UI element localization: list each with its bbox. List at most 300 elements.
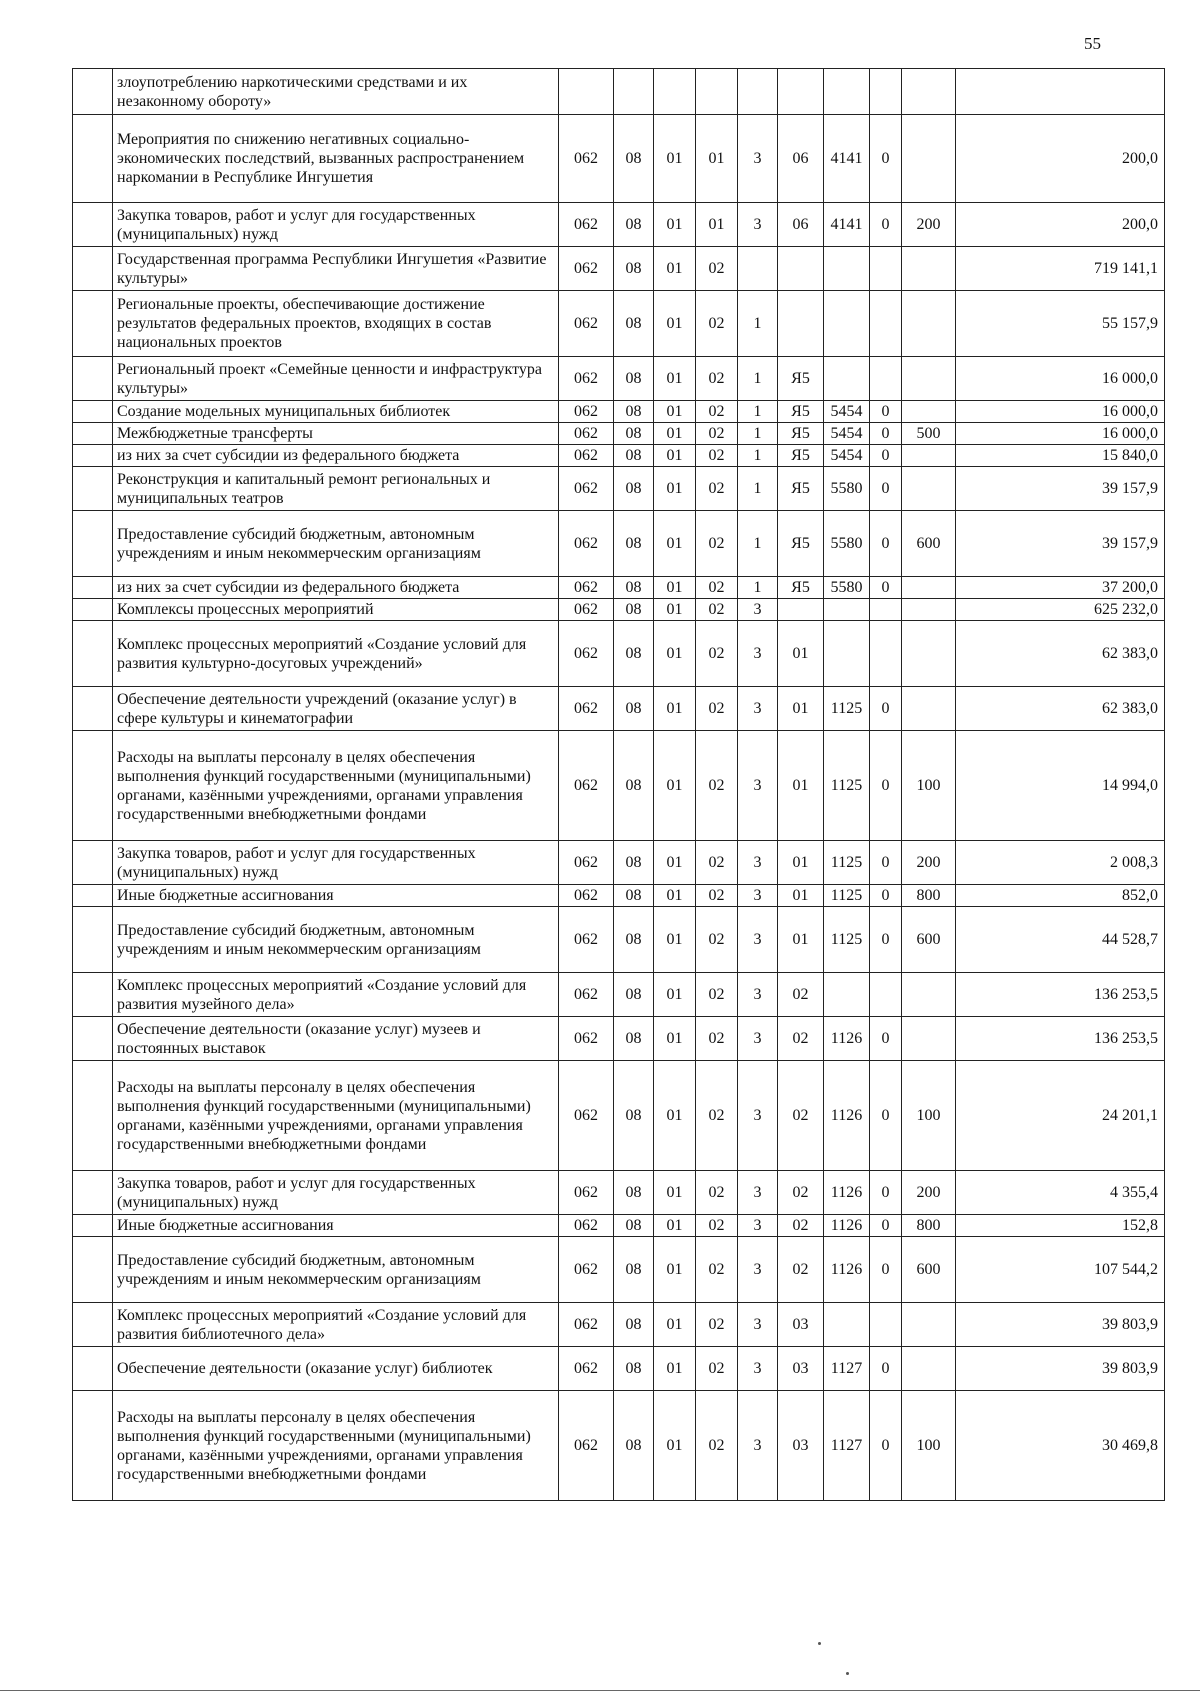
extra-column: 0 <box>870 1061 902 1171</box>
program-column: 02 <box>696 577 738 599</box>
code-column: 062 <box>559 907 614 973</box>
item-name-cell: Иные бюджетные ассигнования <box>113 885 559 907</box>
direction-column: 5454 <box>824 445 870 467</box>
expense-type-column <box>902 247 956 291</box>
expense-type-column <box>902 467 956 511</box>
subprogram-column: 1 <box>738 291 778 357</box>
extra-column: 0 <box>870 841 902 885</box>
item-name-cell: Закупка товаров, работ и услуг для государственных (муниципальных) нужд <box>113 203 559 247</box>
program-column: 02 <box>696 1347 738 1391</box>
event-column <box>778 599 824 621</box>
program-column: 01 <box>696 203 738 247</box>
code-column: 062 <box>559 511 614 577</box>
amount-cell: 44 528,7 <box>956 907 1165 973</box>
direction-column <box>824 291 870 357</box>
blank-cell <box>73 1347 113 1391</box>
amount-cell: 37 200,0 <box>956 577 1165 599</box>
program-column: 02 <box>696 511 738 577</box>
code-column: 062 <box>559 731 614 841</box>
amount-cell: 39 803,9 <box>956 1303 1165 1347</box>
program-column: 02 <box>696 841 738 885</box>
code-column: 062 <box>559 1347 614 1391</box>
expense-type-column: 500 <box>902 423 956 445</box>
item-name-cell: Региональный проект «Семейные ценности и инфраструктура культуры» <box>113 357 559 401</box>
blank-cell <box>73 115 113 203</box>
direction-column: 1125 <box>824 731 870 841</box>
subprogram-column: 3 <box>738 1061 778 1171</box>
table-row <box>73 203 1165 247</box>
blank-cell <box>73 599 113 621</box>
table-row <box>73 621 1165 687</box>
expense-type-column <box>902 1017 956 1061</box>
expense-type-column: 600 <box>902 511 956 577</box>
blank-cell <box>73 1171 113 1215</box>
program-column: 02 <box>696 1237 738 1303</box>
extra-column: 0 <box>870 423 902 445</box>
direction-column: 1127 <box>824 1347 870 1391</box>
item-name-cell: Обеспечение деятельности учреждений (оказание услуг) в сфере культуры и кинематографии <box>113 687 559 731</box>
direction-column: 1126 <box>824 1061 870 1171</box>
event-column: 06 <box>778 115 824 203</box>
item-name-cell: Расходы на выплаты персоналу в целях обеспечения выполнения функций государственными (муниципальными) органами, казёнными учреждениями, органами управления государственными внебюджетными фондами <box>113 731 559 841</box>
blank-cell <box>73 247 113 291</box>
expense-type-column <box>902 1347 956 1391</box>
extra-column: 0 <box>870 577 902 599</box>
page-number: 55 <box>1084 34 1101 53</box>
code-column: 062 <box>559 247 614 291</box>
table-row <box>73 401 1165 423</box>
code-column: 062 <box>559 357 614 401</box>
expense-type-column <box>902 357 956 401</box>
blank-cell <box>73 1061 113 1171</box>
event-column: Я5 <box>778 401 824 423</box>
extra-column: 0 <box>870 885 902 907</box>
event-column: Я5 <box>778 357 824 401</box>
table-row <box>73 731 1165 841</box>
subsection-column: 01 <box>654 357 696 401</box>
scan-speck <box>846 1672 849 1675</box>
amount-cell: 200,0 <box>956 115 1165 203</box>
subprogram-column: 1 <box>738 511 778 577</box>
table-row <box>73 907 1165 973</box>
table-row <box>73 1391 1165 1501</box>
event-column <box>778 291 824 357</box>
item-name-cell: Предоставление субсидий бюджетным, автономным учреждениям и иным некоммерческим организациям <box>113 907 559 973</box>
budget-table <box>72 68 1165 1501</box>
table-row <box>73 445 1165 467</box>
subprogram-column: 1 <box>738 577 778 599</box>
direction-column: 1126 <box>824 1237 870 1303</box>
subsection-column: 01 <box>654 423 696 445</box>
event-column: 01 <box>778 687 824 731</box>
code-column: 062 <box>559 445 614 467</box>
direction-column <box>824 599 870 621</box>
event-column: 02 <box>778 1017 824 1061</box>
program-column: 02 <box>696 1391 738 1501</box>
subprogram-column: 3 <box>738 1237 778 1303</box>
section-column: 08 <box>614 357 654 401</box>
item-name-cell: Расходы на выплаты персоналу в целях обеспечения выполнения функций государственными (муниципальными) органами, казёнными учреждениями, органами управления государственными внебюджетными фондами <box>113 1391 559 1501</box>
blank-cell <box>73 973 113 1017</box>
blank-cell <box>73 1237 113 1303</box>
table-row <box>73 1061 1165 1171</box>
blank-cell <box>73 203 113 247</box>
program-column: 02 <box>696 1061 738 1171</box>
code-column: 062 <box>559 1017 614 1061</box>
subprogram-column: 1 <box>738 423 778 445</box>
direction-column: 4141 <box>824 203 870 247</box>
table-row <box>73 1303 1165 1347</box>
blank-cell <box>73 357 113 401</box>
section-column: 08 <box>614 401 654 423</box>
expense-type-column <box>902 687 956 731</box>
subsection-column: 01 <box>654 467 696 511</box>
extra-column: 0 <box>870 1237 902 1303</box>
subsection-column: 01 <box>654 687 696 731</box>
subsection-column: 01 <box>654 247 696 291</box>
item-name-cell: Создание модельных муниципальных библиотек <box>113 401 559 423</box>
subprogram-column: 3 <box>738 1017 778 1061</box>
blank-cell <box>73 885 113 907</box>
table-row <box>73 1215 1165 1237</box>
subsection-column: 01 <box>654 731 696 841</box>
expense-type-column: 600 <box>902 1237 956 1303</box>
event-column: 02 <box>778 1237 824 1303</box>
blank-cell <box>73 1303 113 1347</box>
direction-column: 5580 <box>824 467 870 511</box>
extra-column: 0 <box>870 1391 902 1501</box>
code-column: 062 <box>559 1391 614 1501</box>
section-column: 08 <box>614 841 654 885</box>
code-column: 062 <box>559 841 614 885</box>
item-name-cell: Закупка товаров, работ и услуг для государственных (муниципальных) нужд <box>113 1171 559 1215</box>
item-name-cell: Обеспечение деятельности (оказание услуг) музеев и постоянных выставок <box>113 1017 559 1061</box>
section-column: 08 <box>614 907 654 973</box>
section-column: 08 <box>614 1303 654 1347</box>
event-column: Я5 <box>778 467 824 511</box>
table-row <box>73 687 1165 731</box>
event-column: 01 <box>778 731 824 841</box>
code-column: 062 <box>559 885 614 907</box>
program-column: 02 <box>696 467 738 511</box>
subsection-column: 01 <box>654 1061 696 1171</box>
subprogram-column <box>738 247 778 291</box>
program-column: 02 <box>696 1171 738 1215</box>
direction-column <box>824 357 870 401</box>
section-column: 08 <box>614 599 654 621</box>
code-column: 062 <box>559 1215 614 1237</box>
subsection-column: 01 <box>654 1171 696 1215</box>
section-column: 08 <box>614 687 654 731</box>
amount-cell: 39 803,9 <box>956 1347 1165 1391</box>
expense-type-column <box>902 1303 956 1347</box>
direction-column <box>824 69 870 115</box>
expense-type-column <box>902 445 956 467</box>
expense-type-column <box>902 115 956 203</box>
amount-cell: 16 000,0 <box>956 401 1165 423</box>
event-column: 01 <box>778 621 824 687</box>
section-column: 08 <box>614 1347 654 1391</box>
subprogram-column: 1 <box>738 357 778 401</box>
program-column: 02 <box>696 621 738 687</box>
code-column: 062 <box>559 577 614 599</box>
program-column: 02 <box>696 1303 738 1347</box>
amount-cell: 107 544,2 <box>956 1237 1165 1303</box>
table-row <box>73 1171 1165 1215</box>
subsection-column: 01 <box>654 973 696 1017</box>
extra-column <box>870 973 902 1017</box>
direction-column <box>824 247 870 291</box>
item-name-cell: Региональные проекты, обеспечивающие достижение результатов федеральных проектов, входящих в состав национальных проектов <box>113 291 559 357</box>
program-column: 02 <box>696 445 738 467</box>
section-column: 08 <box>614 577 654 599</box>
section-column: 08 <box>614 445 654 467</box>
subprogram-column: 3 <box>738 973 778 1017</box>
subsection-column: 01 <box>654 1303 696 1347</box>
subsection-column <box>654 69 696 115</box>
direction-column: 5580 <box>824 511 870 577</box>
subsection-column: 01 <box>654 1215 696 1237</box>
subsection-column: 01 <box>654 401 696 423</box>
table-row <box>73 423 1165 445</box>
subsection-column: 01 <box>654 1017 696 1061</box>
subprogram-column: 3 <box>738 907 778 973</box>
section-column: 08 <box>614 203 654 247</box>
subprogram-column: 3 <box>738 1347 778 1391</box>
section-column: 08 <box>614 731 654 841</box>
amount-cell: 62 383,0 <box>956 621 1165 687</box>
event-column: 01 <box>778 885 824 907</box>
item-name-cell: Обеспечение деятельности (оказание услуг) библиотек <box>113 1347 559 1391</box>
subsection-column: 01 <box>654 115 696 203</box>
code-column: 062 <box>559 115 614 203</box>
amount-cell: 719 141,1 <box>956 247 1165 291</box>
direction-column: 1126 <box>824 1171 870 1215</box>
extra-column <box>870 357 902 401</box>
amount-cell: 16 000,0 <box>956 423 1165 445</box>
table-row <box>73 599 1165 621</box>
blank-cell <box>73 445 113 467</box>
subprogram-column: 3 <box>738 599 778 621</box>
table-row <box>73 1237 1165 1303</box>
subprogram-column: 3 <box>738 621 778 687</box>
program-column: 02 <box>696 687 738 731</box>
program-column: 02 <box>696 291 738 357</box>
code-column: 062 <box>559 423 614 445</box>
table-row <box>73 467 1165 511</box>
subsection-column: 01 <box>654 203 696 247</box>
expense-type-column <box>902 973 956 1017</box>
expense-type-column: 100 <box>902 1391 956 1501</box>
expense-type-column <box>902 621 956 687</box>
extra-column: 0 <box>870 511 902 577</box>
section-column: 08 <box>614 1391 654 1501</box>
section-column: 08 <box>614 1061 654 1171</box>
blank-cell <box>73 401 113 423</box>
amount-cell: 4 355,4 <box>956 1171 1165 1215</box>
item-name-cell: Комплекс процессных мероприятий «Создание условий для развития культурно-досуговых учреждений» <box>113 621 559 687</box>
direction-column: 1125 <box>824 841 870 885</box>
extra-column: 0 <box>870 1215 902 1237</box>
extra-column: 0 <box>870 467 902 511</box>
extra-column: 0 <box>870 1017 902 1061</box>
extra-column <box>870 621 902 687</box>
direction-column: 1126 <box>824 1215 870 1237</box>
extra-column: 0 <box>870 687 902 731</box>
blank-cell <box>73 621 113 687</box>
expense-type-column: 800 <box>902 1215 956 1237</box>
amount-cell: 15 840,0 <box>956 445 1165 467</box>
event-column: 03 <box>778 1347 824 1391</box>
direction-column: 5580 <box>824 577 870 599</box>
event-column: 01 <box>778 841 824 885</box>
blank-cell <box>73 1215 113 1237</box>
event-column: 03 <box>778 1391 824 1501</box>
event-column: 02 <box>778 1171 824 1215</box>
table-row <box>73 247 1165 291</box>
event-column: Я5 <box>778 423 824 445</box>
expense-type-column: 200 <box>902 841 956 885</box>
item-name-cell: Комплексы процессных мероприятий <box>113 599 559 621</box>
amount-cell: 39 157,9 <box>956 511 1165 577</box>
section-column: 08 <box>614 1017 654 1061</box>
direction-column: 1125 <box>824 885 870 907</box>
extra-column: 0 <box>870 907 902 973</box>
subsection-column: 01 <box>654 907 696 973</box>
blank-cell <box>73 687 113 731</box>
item-name-cell: Межбюджетные трансферты <box>113 423 559 445</box>
blank-cell <box>73 291 113 357</box>
section-column: 08 <box>614 423 654 445</box>
item-name-cell: из них за счет субсидии из федерального бюджета <box>113 445 559 467</box>
event-column: 06 <box>778 203 824 247</box>
event-column: 02 <box>778 1061 824 1171</box>
table-row <box>73 511 1165 577</box>
item-name-cell: Мероприятия по снижению негативных социально-экономических последствий, вызванных распространением наркомании в Республике Ингушетия <box>113 115 559 203</box>
extra-column <box>870 69 902 115</box>
expense-type-column <box>902 69 956 115</box>
section-column: 08 <box>614 115 654 203</box>
amount-cell: 852,0 <box>956 885 1165 907</box>
program-column: 02 <box>696 357 738 401</box>
event-column: 03 <box>778 1303 824 1347</box>
expense-type-column: 800 <box>902 885 956 907</box>
subprogram-column: 3 <box>738 885 778 907</box>
section-column: 08 <box>614 247 654 291</box>
item-name-cell: Предоставление субсидий бюджетным, автономным учреждениям и иным некоммерческим организациям <box>113 1237 559 1303</box>
blank-cell <box>73 467 113 511</box>
amount-cell: 136 253,5 <box>956 1017 1165 1061</box>
expense-type-column: 100 <box>902 731 956 841</box>
subsection-column: 01 <box>654 577 696 599</box>
expense-type-column <box>902 577 956 599</box>
code-column: 062 <box>559 467 614 511</box>
amount-cell: 136 253,5 <box>956 973 1165 1017</box>
table-row <box>73 69 1165 115</box>
program-column: 02 <box>696 423 738 445</box>
amount-cell: 16 000,0 <box>956 357 1165 401</box>
program-column: 01 <box>696 115 738 203</box>
event-column: Я5 <box>778 445 824 467</box>
extra-column <box>870 291 902 357</box>
subprogram-column: 3 <box>738 1391 778 1501</box>
extra-column: 0 <box>870 445 902 467</box>
code-column <box>559 69 614 115</box>
expense-type-column <box>902 599 956 621</box>
subprogram-column: 3 <box>738 687 778 731</box>
code-column: 062 <box>559 599 614 621</box>
blank-cell <box>73 841 113 885</box>
section-column: 08 <box>614 467 654 511</box>
program-column: 02 <box>696 1215 738 1237</box>
amount-cell: 625 232,0 <box>956 599 1165 621</box>
subsection-column: 01 <box>654 1391 696 1501</box>
code-column: 062 <box>559 291 614 357</box>
table-row <box>73 291 1165 357</box>
extra-column: 0 <box>870 401 902 423</box>
item-name-cell: Расходы на выплаты персоналу в целях обеспечения выполнения функций государственными (муниципальными) органами, казёнными учреждениями, органами управления государственными внебюджетными фондами <box>113 1061 559 1171</box>
blank-cell <box>73 423 113 445</box>
scan-edge-line <box>0 1690 1200 1691</box>
section-column: 08 <box>614 973 654 1017</box>
expense-type-column <box>902 401 956 423</box>
item-name-cell: Комплекс процессных мероприятий «Создание условий для развития библиотечного дела» <box>113 1303 559 1347</box>
program-column: 02 <box>696 599 738 621</box>
table-row <box>73 1017 1165 1061</box>
section-column: 08 <box>614 885 654 907</box>
program-column: 02 <box>696 907 738 973</box>
amount-cell: 24 201,1 <box>956 1061 1165 1171</box>
extra-column: 0 <box>870 1347 902 1391</box>
subsection-column: 01 <box>654 841 696 885</box>
program-column: 02 <box>696 1017 738 1061</box>
amount-cell: 2 008,3 <box>956 841 1165 885</box>
blank-cell <box>73 907 113 973</box>
code-column: 062 <box>559 687 614 731</box>
code-column: 062 <box>559 1237 614 1303</box>
section-column: 08 <box>614 1215 654 1237</box>
amount-cell: 30 469,8 <box>956 1391 1165 1501</box>
event-column: Я5 <box>778 577 824 599</box>
table-row <box>73 357 1165 401</box>
code-column: 062 <box>559 1171 614 1215</box>
section-column: 08 <box>614 291 654 357</box>
event-column: 02 <box>778 973 824 1017</box>
subsection-column: 01 <box>654 511 696 577</box>
amount-cell: 55 157,9 <box>956 291 1165 357</box>
item-name-cell: Комплекс процессных мероприятий «Создание условий для развития музейного дела» <box>113 973 559 1017</box>
subprogram-column: 1 <box>738 401 778 423</box>
subprogram-column <box>738 69 778 115</box>
extra-column <box>870 1303 902 1347</box>
table-row <box>73 1347 1165 1391</box>
subsection-column: 01 <box>654 599 696 621</box>
expense-type-column: 200 <box>902 203 956 247</box>
direction-column: 5454 <box>824 401 870 423</box>
expense-type-column: 100 <box>902 1061 956 1171</box>
section-column: 08 <box>614 621 654 687</box>
direction-column: 1125 <box>824 907 870 973</box>
item-name-cell: Реконструкция и капитальный ремонт региональных и муниципальных театров <box>113 467 559 511</box>
direction-column: 1127 <box>824 1391 870 1501</box>
section-column: 08 <box>614 511 654 577</box>
section-column: 08 <box>614 1171 654 1215</box>
expense-type-column: 200 <box>902 1171 956 1215</box>
event-column: Я5 <box>778 511 824 577</box>
item-name-cell: Государственная программа Республики Ингушетия «Развитие культуры» <box>113 247 559 291</box>
event-column <box>778 69 824 115</box>
direction-column: 4141 <box>824 115 870 203</box>
